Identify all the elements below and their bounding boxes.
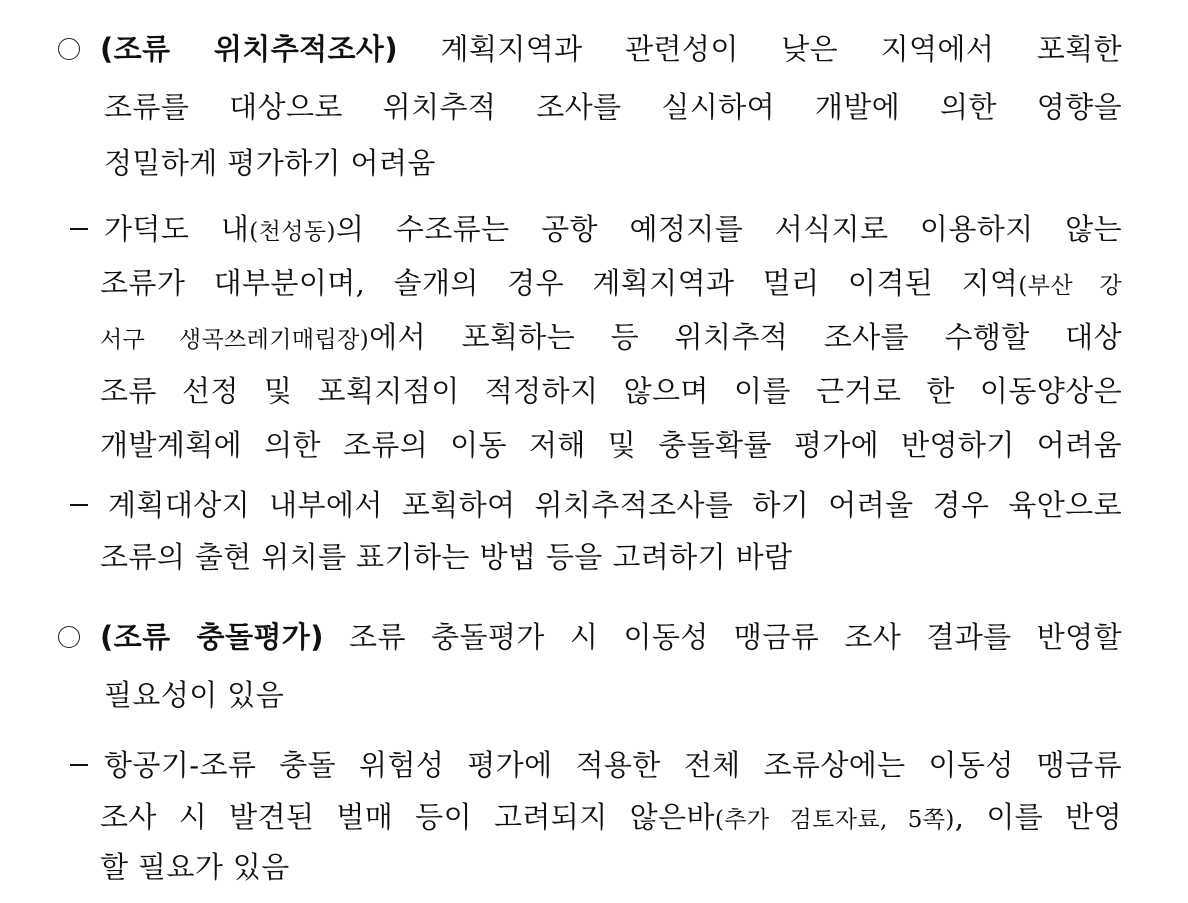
dash-text: 항공기-조류 충돌 위험성 평가에 적용한 전체 조류상에는 이동성 맹금류 <box>104 748 1122 782</box>
dash-text: , 이를 반영 <box>954 800 1122 834</box>
section-1-dash-1-line-4 <box>0 364 1188 418</box>
dash-text: 개발계획에 의한 조류의 이동 저해 및 충돌확률 평가에 반영하기 어려움 <box>100 428 1122 462</box>
section-1-heading-line <box>0 22 1188 76</box>
dash-text-small: (부산 강 <box>1018 273 1122 299</box>
section-1-dash-1-line-1 <box>0 202 1188 256</box>
dash-text-small: (추가 검토자료, 5쪽) <box>714 807 955 833</box>
section-2-dash-1-line-3 <box>0 840 1188 894</box>
section-1-dash-2-line-1 <box>0 478 1188 532</box>
section-2-body-line: 필요성이 있음 <box>104 678 285 712</box>
circle-bullet-icon <box>52 610 86 664</box>
dash-text: 가덕도 내 <box>104 212 250 246</box>
section-1-continuation <box>0 136 1188 190</box>
dash-text: 에서 포획하는 등 위치추적 조사를 수행할 대상 <box>369 320 1122 354</box>
dash-text: 조류 선정 및 포획지점이 적정하지 않으며 이를 근거로 한 이동양상은 <box>100 374 1122 408</box>
section-2-dash-1-line-2 <box>0 790 1188 844</box>
dash-bullet-icon <box>62 202 96 256</box>
dash-text: 조류가 대부분이며, 솔개의 경우 계획지역과 멀리 이격된 지역 <box>100 266 1019 300</box>
dash-text: 의 수조류는 공항 예정지를 서식지로 이용하지 않는 <box>335 212 1122 246</box>
section-2-body-line: 조류 충돌평가 시 이동성 맹금류 조사 결과를 반영할 <box>349 620 1122 654</box>
section-1-dash-1-line-3 <box>0 310 1188 364</box>
dash-text-small: 서구 생곡쓰레기매립장) <box>100 327 370 353</box>
section-1-dash-2-line-2 <box>0 530 1188 584</box>
section-2-heading-line <box>0 610 1188 664</box>
dash-text: 조류의 출현 위치를 표기하는 방법 등을 고려하기 바람 <box>100 540 793 574</box>
dash-bullet-icon <box>62 478 96 532</box>
section-2-heading: (조류 충돌평가) <box>100 620 324 654</box>
section-2-continuation <box>0 668 1188 722</box>
dash-text: 계획대상지 내부에서 포획하여 위치추적조사를 하기 어려울 경우 육안으로 <box>108 488 1122 522</box>
dash-bullet-icon <box>62 738 96 792</box>
section-1-continuation <box>0 80 1188 134</box>
section-1-body-line: 정밀하게 평가하기 어려움 <box>104 146 436 180</box>
section-1-body-line: 조류를 대상으로 위치추적 조사를 실시하여 개발에 의한 영향을 <box>104 90 1122 124</box>
section-1-dash-1-line-2 <box>0 256 1188 310</box>
circle-bullet-icon <box>52 22 86 76</box>
section-1-body-line: 계획지역과 관련성이 낮은 지역에서 포획한 <box>440 32 1122 66</box>
dash-text: 조사 시 발견된 벌매 등이 고려되지 않은바 <box>100 800 715 834</box>
section-1-heading: (조류 위치추적조사) <box>100 32 399 66</box>
dash-text: 할 필요가 있음 <box>100 850 290 884</box>
section-1-dash-1-line-5 <box>0 418 1188 472</box>
section-2-dash-1-line-1 <box>0 738 1188 792</box>
dash-text-small: (천성동) <box>249 219 336 245</box>
